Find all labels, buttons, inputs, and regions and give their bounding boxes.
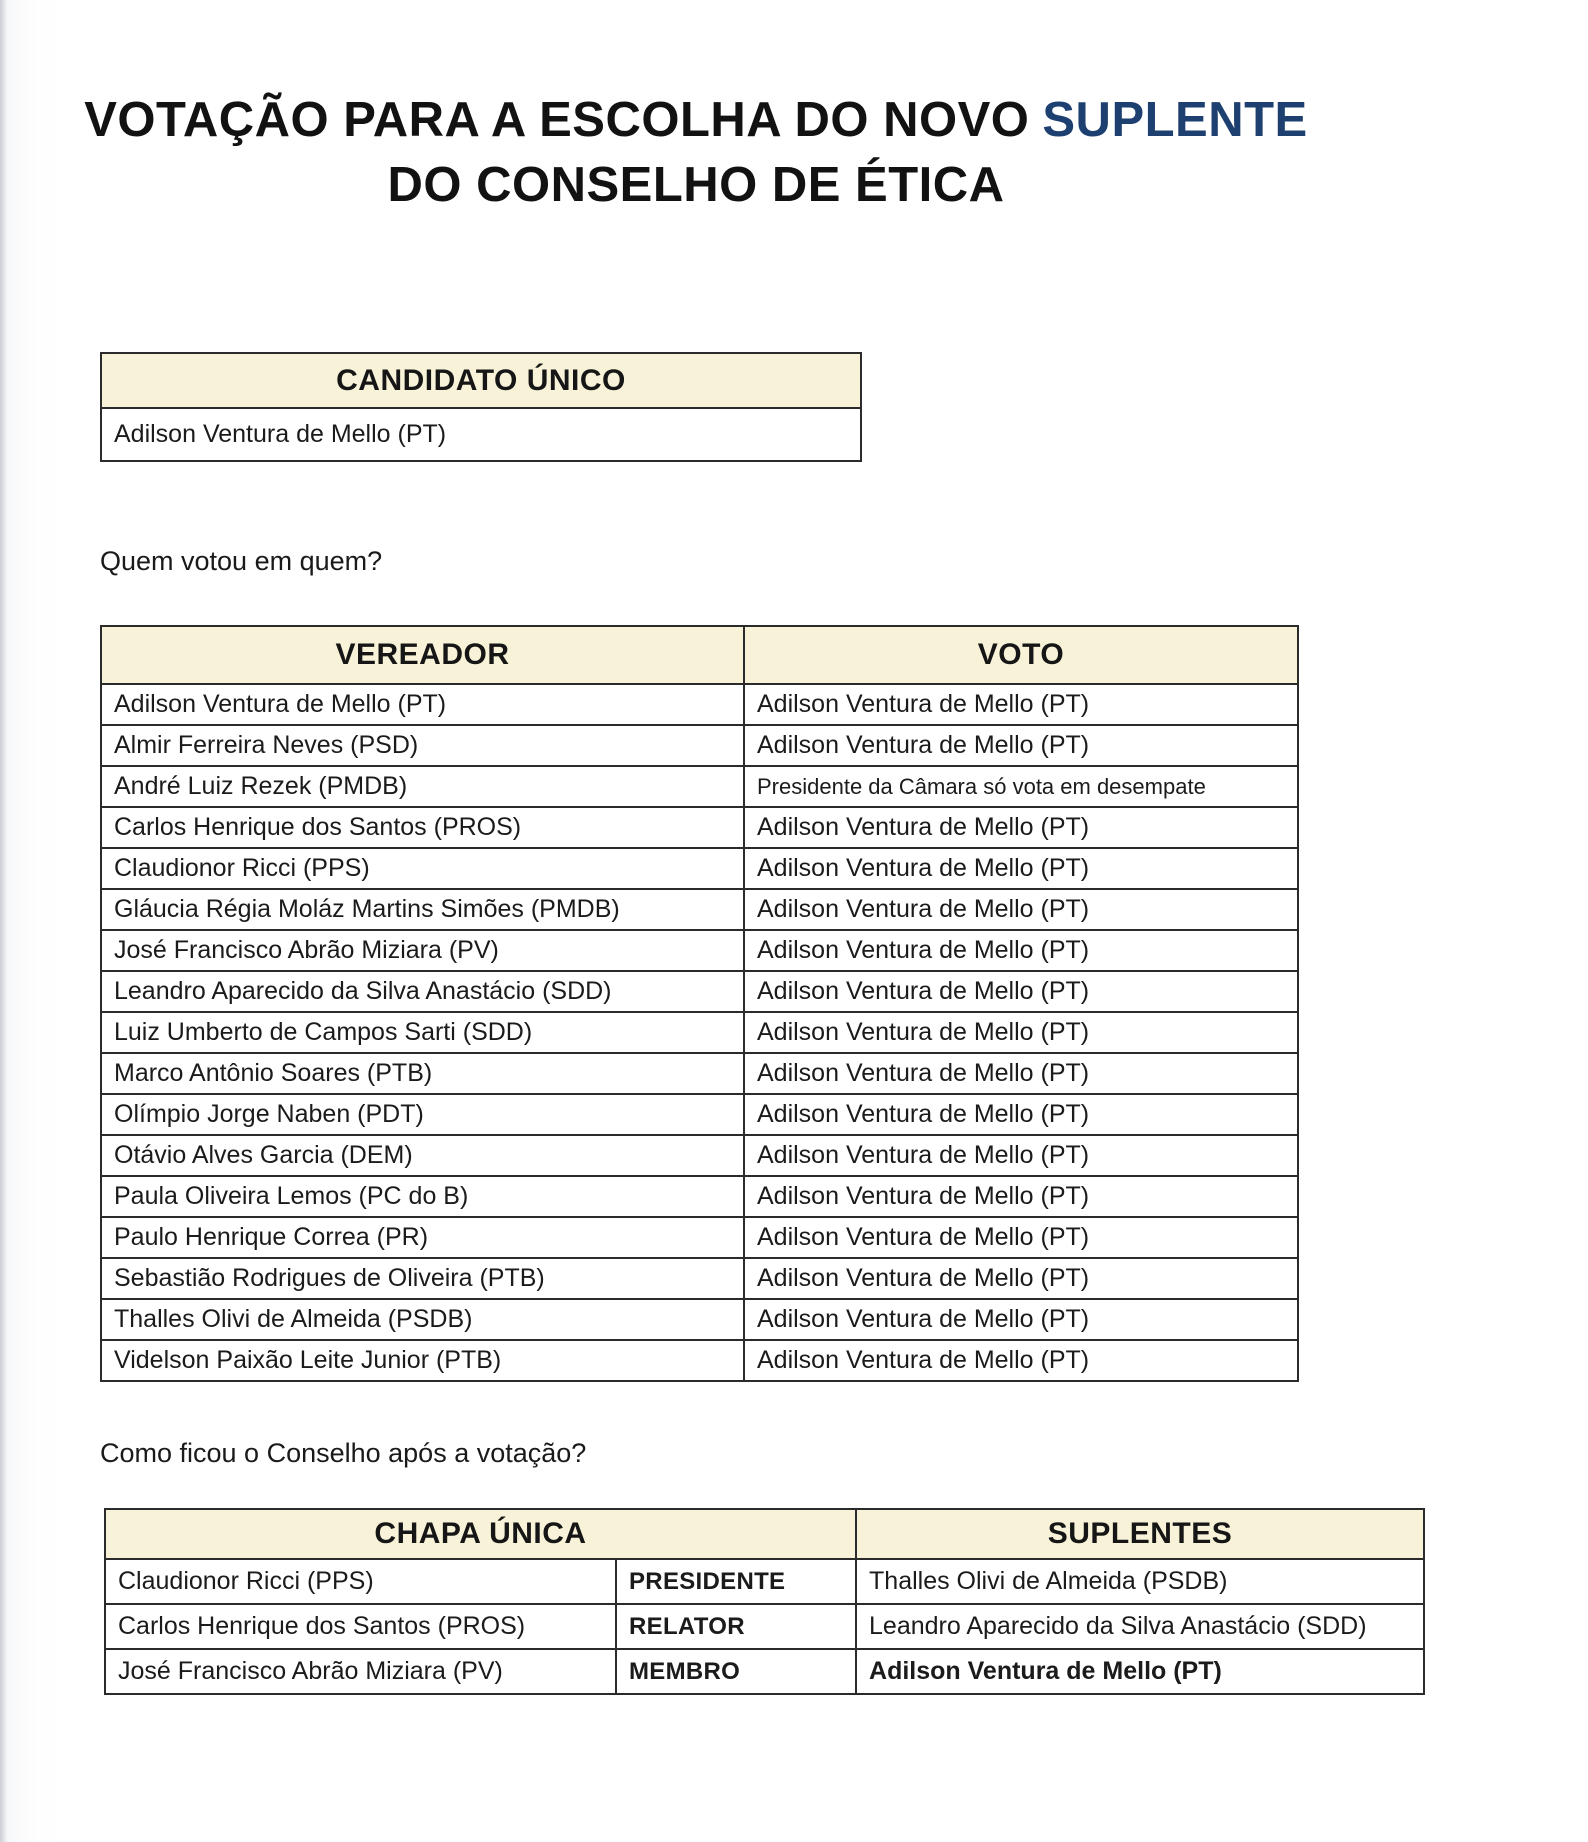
vereador-cell: Adilson Ventura de Mello (PT)	[101, 684, 744, 725]
title-line-2: DO CONSELHO DE ÉTICA	[387, 157, 1005, 212]
voto-cell: Adilson Ventura de Mello (PT)	[744, 1258, 1298, 1299]
vereador-cell: José Francisco Abrão Miziara (PV)	[101, 930, 744, 971]
vereador-cell: Almir Ferreira Neves (PSD)	[101, 725, 744, 766]
voto-cell: Presidente da Câmara só vota em desempate	[744, 766, 1298, 807]
table-row	[101, 1340, 1298, 1381]
table-row	[101, 1053, 1298, 1094]
vereador-cell: Paula Oliveira Lemos (PC do B)	[101, 1176, 744, 1217]
vereador-cell: Paulo Henrique Correa (PR)	[101, 1217, 744, 1258]
candidato-unico-header: CANDIDATO ÚNICO	[101, 353, 861, 408]
table-row	[105, 1559, 1424, 1604]
candidato-unico-table	[100, 352, 862, 462]
title-line1-text: VOTAÇÃO PARA A ESCOLHA DO NOVO	[84, 93, 1030, 147]
title-line-1	[0, 88, 1392, 153]
question-who-voted: Quem votou em quem?	[100, 546, 383, 576]
table-row	[101, 930, 1298, 971]
table-row	[101, 807, 1298, 848]
column-header-vereador: VEREADOR	[101, 626, 744, 684]
table-row	[101, 848, 1298, 889]
suplente-cell: Thalles Olivi de Almeida (PSDB)	[856, 1559, 1424, 1604]
voto-cell: Adilson Ventura de Mello (PT)	[744, 1217, 1298, 1258]
voto-cell: Adilson Ventura de Mello (PT)	[744, 725, 1298, 766]
voto-cell: Adilson Ventura de Mello (PT)	[744, 1340, 1298, 1381]
vereador-cell: Olímpio Jorge Naben (PDT)	[101, 1094, 744, 1135]
voto-cell: Adilson Ventura de Mello (PT)	[744, 1135, 1298, 1176]
table-row	[101, 1012, 1298, 1053]
table-header-row	[105, 1509, 1424, 1559]
vereador-cell: Thalles Olivi de Almeida (PSDB)	[101, 1299, 744, 1340]
table-row	[101, 408, 861, 461]
table-header-row	[101, 353, 861, 408]
votes-table	[100, 625, 1299, 1382]
question-council-after-vote: Como ficou o Conselho após a votação?	[100, 1438, 587, 1468]
council-table	[104, 1508, 1425, 1695]
voto-cell: Adilson Ventura de Mello (PT)	[744, 971, 1298, 1012]
suplente-cell: Adilson Ventura de Mello (PT)	[856, 1649, 1424, 1694]
table-row	[105, 1649, 1424, 1694]
column-header-suplentes: SUPLENTES	[856, 1509, 1424, 1559]
voto-cell: Adilson Ventura de Mello (PT)	[744, 1053, 1298, 1094]
vereador-cell: Otávio Alves Garcia (DEM)	[101, 1135, 744, 1176]
voto-cell: Adilson Ventura de Mello (PT)	[744, 1094, 1298, 1135]
vereador-cell: Videlson Paixão Leite Junior (PTB)	[101, 1340, 744, 1381]
vereador-cell: André Luiz Rezek (PMDB)	[101, 766, 744, 807]
table-row	[101, 725, 1298, 766]
member-role-cell: RELATOR	[616, 1604, 856, 1649]
voto-cell: Adilson Ventura de Mello (PT)	[744, 807, 1298, 848]
vereador-cell: Gláucia Régia Moláz Martins Simões (PMDB)	[101, 889, 744, 930]
candidate-name-cell: Adilson Ventura de Mello (PT)	[101, 408, 861, 461]
table-header-row	[101, 626, 1298, 684]
table-row	[101, 1135, 1298, 1176]
vereador-cell: Leandro Aparecido da Silva Anastácio (SDD)	[101, 971, 744, 1012]
member-name-cell: Claudionor Ricci (PPS)	[105, 1559, 616, 1604]
table-row	[105, 1604, 1424, 1649]
voto-cell: Adilson Ventura de Mello (PT)	[744, 1299, 1298, 1340]
column-header-voto: VOTO	[744, 626, 1298, 684]
vereador-cell: Sebastião Rodrigues de Oliveira (PTB)	[101, 1258, 744, 1299]
table-row	[101, 1094, 1298, 1135]
table-row	[101, 889, 1298, 930]
vereador-cell: Claudionor Ricci (PPS)	[101, 848, 744, 889]
voto-cell: Adilson Ventura de Mello (PT)	[744, 930, 1298, 971]
document-title	[0, 88, 1392, 217]
title-accent-word: SUPLENTE	[1042, 93, 1308, 147]
table-row	[101, 1258, 1298, 1299]
table-row	[101, 971, 1298, 1012]
voto-cell: Adilson Ventura de Mello (PT)	[744, 684, 1298, 725]
table-row	[101, 1299, 1298, 1340]
vereador-cell: Luiz Umberto de Campos Sarti (SDD)	[101, 1012, 744, 1053]
voto-cell: Adilson Ventura de Mello (PT)	[744, 1176, 1298, 1217]
voto-cell: Adilson Ventura de Mello (PT)	[744, 889, 1298, 930]
suplente-cell: Leandro Aparecido da Silva Anastácio (SDD)	[856, 1604, 1424, 1649]
table-row	[101, 766, 1298, 807]
table-row	[101, 1176, 1298, 1217]
table-row	[101, 1217, 1298, 1258]
member-role-cell: PRESIDENTE	[616, 1559, 856, 1604]
member-role-cell: MEMBRO	[616, 1649, 856, 1694]
vereador-cell: Marco Antônio Soares (PTB)	[101, 1053, 744, 1094]
member-name-cell: José Francisco Abrão Miziara (PV)	[105, 1649, 616, 1694]
table-row	[101, 684, 1298, 725]
vereador-cell: Carlos Henrique dos Santos (PROS)	[101, 807, 744, 848]
voto-cell: Adilson Ventura de Mello (PT)	[744, 848, 1298, 889]
column-header-chapa-unica: CHAPA ÚNICA	[105, 1509, 856, 1559]
member-name-cell: Carlos Henrique dos Santos (PROS)	[105, 1604, 616, 1649]
voto-cell: Adilson Ventura de Mello (PT)	[744, 1012, 1298, 1053]
